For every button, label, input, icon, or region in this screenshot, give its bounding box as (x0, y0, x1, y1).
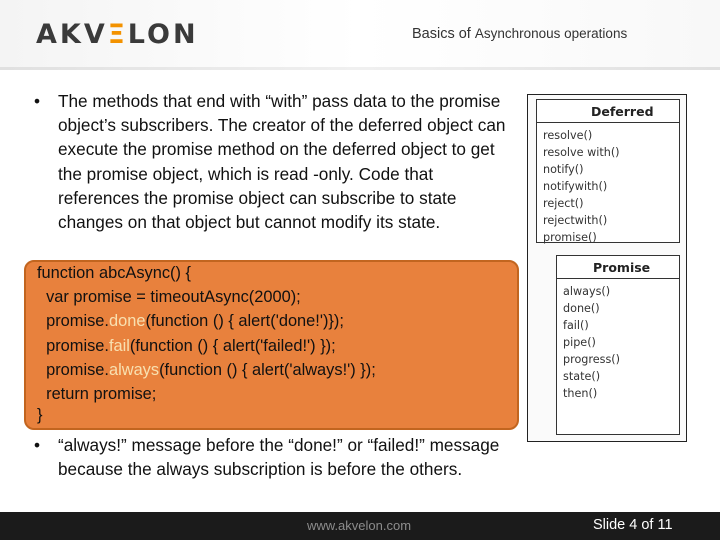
method-item: reject() (543, 197, 584, 210)
method-item: resolve() (543, 129, 593, 142)
method-item: then() (563, 387, 598, 400)
method-item: fail() (563, 319, 589, 332)
bullet-dot: • (34, 435, 41, 455)
method-item: done() (563, 302, 600, 315)
code-line: return promise; (37, 385, 157, 404)
method-item: pipe() (563, 336, 596, 349)
code-line-done: promise.done(function () { alert('done!')}); (37, 312, 344, 331)
code-keyword-done: done (108, 312, 146, 331)
code-line: var promise = timeoutAsync(2000); (37, 288, 301, 307)
deferred-promise-diagram (527, 94, 687, 442)
promise-title: Promise (593, 260, 651, 275)
method-item: always() (563, 285, 611, 298)
code-keyword-fail: fail (108, 336, 130, 355)
panel-divider (537, 122, 679, 123)
bullet-item (34, 433, 518, 481)
code-line-always: promise.always(function () { alert('always!') }); (37, 360, 376, 379)
bullet-text: The methods that end with “with” pass data to the promise object’s subscribers. The creator of the deferred object can execute the promise method on the deferred object to get the promise object, which is read -only. Code that references the promise object can subscribe to state changes on that object but cannot modify its state. (58, 91, 506, 233)
promise-panel (556, 255, 680, 435)
method-item: notifywith() (543, 180, 608, 193)
code-line: function abcAsync() { (37, 264, 191, 282)
logo-text-before: AKV (36, 19, 108, 50)
code-block (37, 261, 376, 406)
slide-title-main: Basics of (412, 26, 475, 42)
deferred-method-list (543, 127, 620, 246)
deferred-title: Deferred (591, 104, 654, 119)
footer-url: www.akvelon.com (307, 518, 412, 533)
code-closing-brace: } (37, 406, 43, 424)
panel-divider (557, 278, 679, 279)
bullet-text: “always!” message before the “done!” or “failed!” message because the always subscription is before the others. (58, 435, 500, 480)
slide-footer (0, 512, 720, 540)
promise-method-list (563, 283, 620, 402)
code-line-fail: promise.fail(function () { alert('failed!') }); (37, 336, 336, 355)
code-keyword-always: always (108, 360, 160, 379)
slide-number: Slide 4 of 11 (593, 517, 673, 533)
method-item: rejectwith() (543, 214, 608, 227)
method-item: progress() (563, 353, 621, 366)
method-item: state() (563, 370, 601, 383)
slide-title-sub: Asynchronous operations (474, 26, 628, 41)
bullet-item (34, 89, 518, 234)
logo-e-mark: Ξ (107, 19, 128, 50)
method-item: resolve with() (543, 146, 620, 159)
method-item: notify() (543, 163, 584, 176)
deferred-panel (536, 99, 680, 243)
logo-text-after: LON (127, 19, 199, 50)
bullet-dot: • (34, 91, 41, 111)
method-item: promise() (543, 231, 597, 244)
